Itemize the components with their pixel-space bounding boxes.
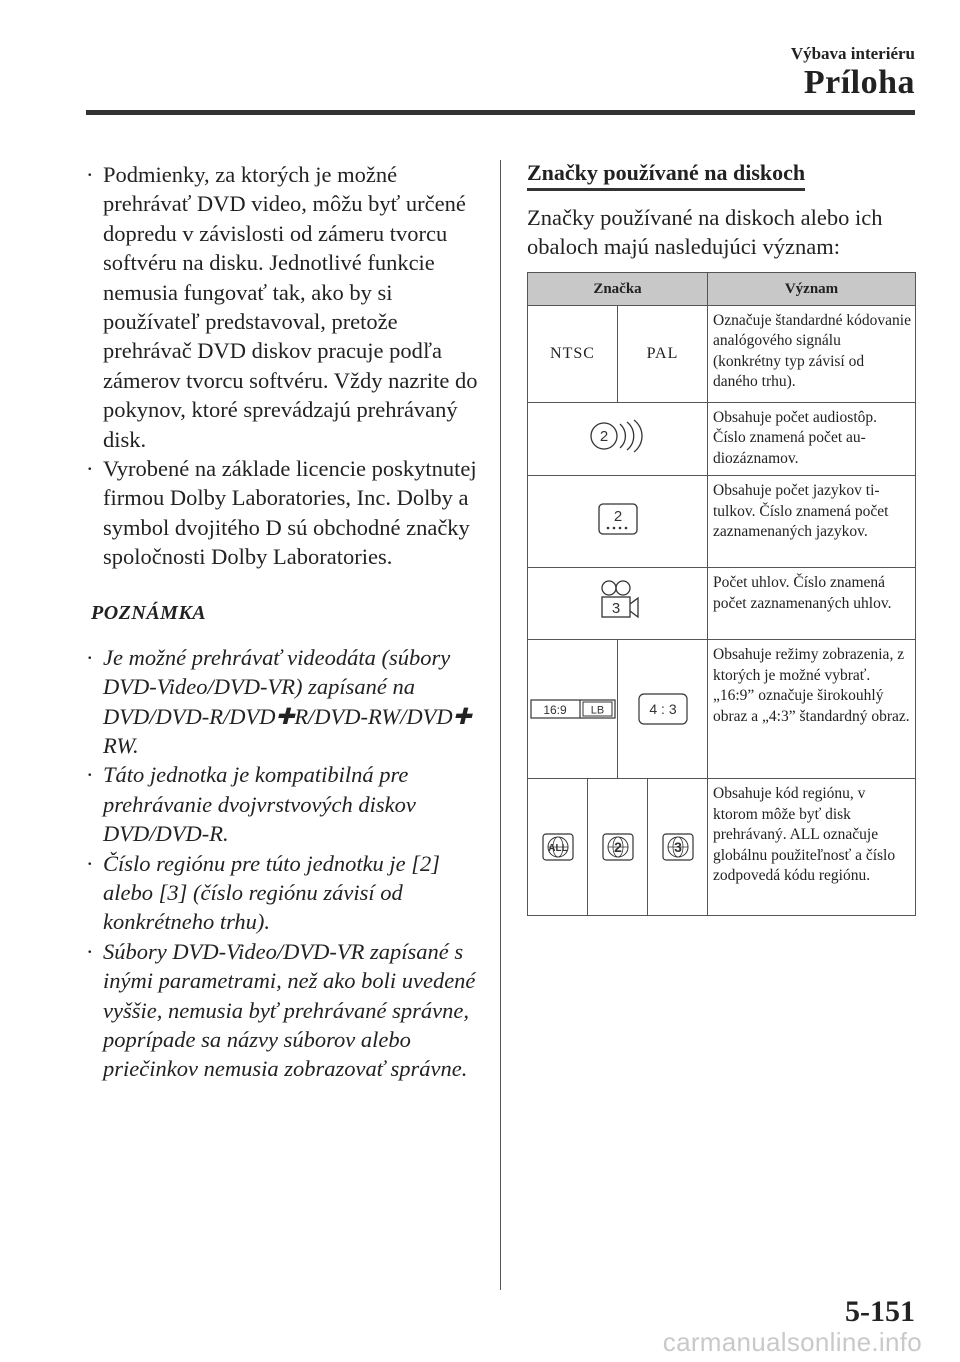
bullet-item <box>86 454 482 572</box>
section-title: Značky používané na diskoch <box>527 160 805 191</box>
camera-angles-icon <box>593 579 643 623</box>
bullet-item <box>86 160 482 454</box>
meaning-cell: Obsahuje počet audiostôp. Číslo znamená počet audiozáznamov. <box>708 402 916 476</box>
note-text: Číslo regiónu pre túto jednotku je [2] alebo [3] (číslo regiónu závisí od konkrétneho trhu). <box>103 850 441 935</box>
mark-cell <box>528 476 708 568</box>
bullet-dot: · <box>86 644 94 670</box>
table-row <box>528 476 916 568</box>
bullet-text: Vyrobené na základe licencie poskytnutej firmou Dolby Laboratories, Inc. Dolby a symbol dvojitého D sú obchodné značky spoločnosti Dolby Laboratories. <box>103 456 477 570</box>
header-rule <box>86 110 915 115</box>
page-number: 5-151 <box>845 1295 915 1328</box>
note-heading: POZNÁMKA <box>91 601 207 624</box>
letterbox-label: LB <box>590 704 604 717</box>
table-row <box>528 779 916 916</box>
table-row <box>528 640 916 779</box>
bullet-dot: · <box>86 762 94 788</box>
aspect-4-3-icon <box>638 693 688 725</box>
mark-cell <box>528 402 708 476</box>
ntsc-label: NTSC <box>550 344 595 362</box>
aspect-16-9-label: 16:9 <box>542 703 567 718</box>
table-header-row <box>528 272 916 305</box>
note-item <box>86 643 482 761</box>
audio-tracks-count: 2 <box>599 427 608 445</box>
note-text: Súbory DVD-Video/DVD-VR zapísané s inými parametrami, než ako boli uvedené vyššie, nemusia byť prehrávané správne, poprípade sa názvy súborov alebo priečinkov nemusia zobrazovať správne. <box>103 938 476 1082</box>
camera-angles-count: 3 <box>611 599 620 617</box>
aspect-4-3-label: 4 : 3 <box>648 701 677 718</box>
table-row <box>528 402 916 476</box>
note-text: Táto jednotka je kompatibilná pre prehrávanie dvojvrstvových diskov DVD/DVD-R. <box>103 762 416 847</box>
mark-cell <box>528 568 708 640</box>
watermark: carmanualsonline.info <box>662 1327 922 1357</box>
note-item <box>86 849 482 937</box>
table-row <box>528 568 916 640</box>
section-intro: Značky používané na diskoch alebo ich obaloch majú nasledujúci význam: <box>527 205 883 260</box>
region-3-icon <box>662 833 694 861</box>
region-all-label: ALL <box>547 843 568 855</box>
disc-marks-table <box>527 272 916 917</box>
region-2-icon <box>602 833 634 861</box>
region-2-label: 2 <box>613 839 622 856</box>
bullet-dot: · <box>86 938 94 964</box>
bullet-dot: · <box>86 162 94 187</box>
meaning-cell: Obsahuje režimy zobrazenia, z ktorých je možné vybrať. „16:9” označuje širokouhlý obraz a „4:3” štandardný obraz. <box>708 640 916 779</box>
mark-cell <box>528 779 708 916</box>
mark-cell <box>528 640 708 779</box>
pal-label: PAL <box>617 306 707 402</box>
aspect-16-9-lb-icon <box>530 699 616 719</box>
meaning-cell: Počet uhlov. Číslo znamená počet zaznamenaných uhlov. <box>708 568 916 640</box>
note-text: Je možné prehrávať videodáta (súbory DVD-Video/DVD-VR) zapísané na DVD/DVD-R/DVD✚R/DVD-RW/DVD✚ RW. <box>103 644 472 758</box>
right-column <box>527 160 915 916</box>
meaning-cell: Označuje štandardné kódovanie analógového signálu (konkrétny typ závisí od daného trhu). <box>708 305 916 402</box>
meaning-cell: Obsahuje kód regiónu, v ktorom môže byť disk prehrávaný. ALL označuje globálnu použiteľnosť a číslo zodpovedá kódu regiónu. <box>708 779 916 916</box>
note-item <box>86 937 482 1084</box>
bullet-text: Podmienky, za ktorých je možné prehrávať DVD video, môžu byť určené dopredu v závislosti od zámeru tvorcu softvéru na disku. Jednotlivé funkcie nemusia fungovať tak, ako by si používateľ predstavoval, pretože prehrávač DVD diskov pracuje podľa zámerov tvorcu softvéru. Vždy nazrite do pokynov, ktoré sprevádzajú prehrávaný disk. <box>103 162 478 452</box>
header-section: Výbava interiéru <box>790 44 915 63</box>
column-divider <box>500 160 501 1290</box>
audio-tracks-icon <box>588 418 648 454</box>
note-item <box>86 760 482 848</box>
column-header-mark: Značka <box>528 272 708 305</box>
left-column <box>86 160 482 1084</box>
meaning-cell: Obsahuje počet jazykov titulkov. Číslo znamená počet zaznamenaných jazykov. <box>708 476 916 568</box>
region-all-icon <box>542 833 574 861</box>
bullet-dot: · <box>86 850 94 876</box>
column-header-meaning: Význam <box>708 272 916 305</box>
region-3-label: 3 <box>673 839 682 856</box>
table-row <box>528 305 916 402</box>
subtitles-count: 2 <box>613 507 622 525</box>
subtitles-icon <box>596 501 640 537</box>
page-title: Príloha <box>803 64 915 101</box>
mark-cell <box>528 305 708 402</box>
bullet-dot: · <box>86 456 94 482</box>
